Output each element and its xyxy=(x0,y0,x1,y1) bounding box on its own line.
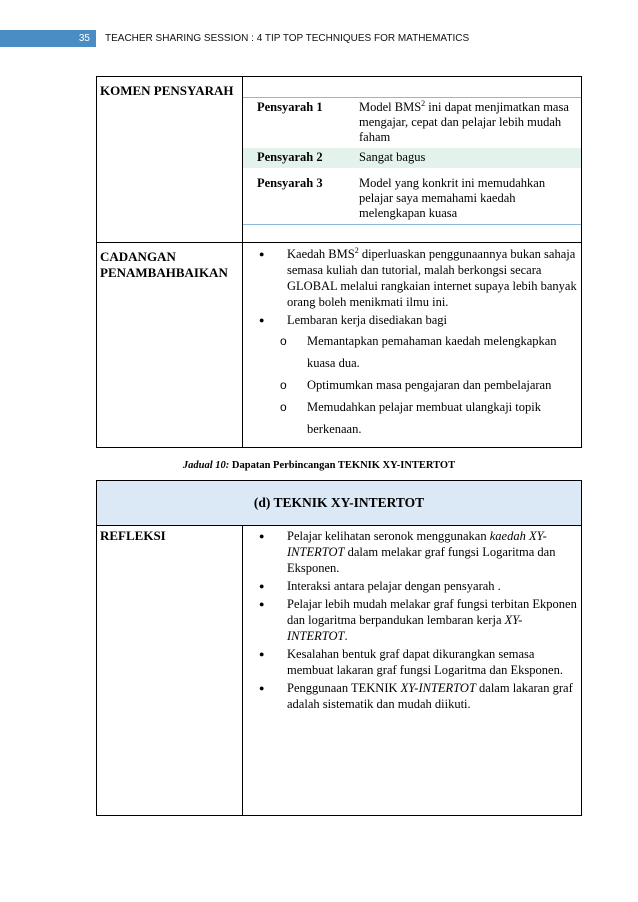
refleksi-bullet-2: ● Interaksi antara pelajar dengan pensyarah . xyxy=(259,579,501,593)
page-header xyxy=(0,30,638,47)
bullet-icon: ● xyxy=(259,683,265,693)
bullet-icon: ● xyxy=(259,531,265,541)
pensyarah-2-label: Pensyarah 2 xyxy=(243,148,359,168)
komen-label: KOMEN PENSYARAH xyxy=(97,77,243,243)
cadangan-label: CADANGAN PENAMBAHBAIKAN xyxy=(97,243,243,448)
komen-table xyxy=(96,76,582,448)
table-heading: (d) TEKNIK XY-INTERTOT xyxy=(97,481,582,526)
komen-row xyxy=(97,77,582,243)
circle-bullet-icon: o xyxy=(280,378,287,392)
komen-inner-table xyxy=(243,97,581,225)
refleksi-bullet-4: ● Kesalahan bentuk graf dapat dikurangkan semasa membuat lakaran graf fungsi Logaritma dan Eksponen. xyxy=(259,647,563,677)
pensyarah-1-comment: Model BMS$^2$ ini dapat menjimatkan masa mengajar, cepat dan pelajar lebih mudah faham xyxy=(359,98,581,149)
refleksi-bullet-1: ● Pelajar kelihatan seronok menggunakan kaedah XY-INTERTOT dalam melakar graf fungsi Logaritma dan Eksponen. xyxy=(259,529,556,575)
cadangan-sublist xyxy=(267,330,581,440)
komen-row-2 xyxy=(243,148,581,168)
cadangan-row xyxy=(97,243,582,448)
refleksi-bullet-5: ● Penggunaan TEKNIK XY-INTERTOT dalam lakaran graf adalah sistematik dan mudah diikuti. xyxy=(259,681,573,711)
heading-row xyxy=(97,481,582,526)
pensyarah-3-label: Pensyarah 3 xyxy=(243,168,359,225)
cadangan-cell xyxy=(243,243,582,448)
pensyarah-2-comment: Sangat bagus xyxy=(359,148,581,168)
bullet-icon: ● xyxy=(259,581,265,591)
komen-cell xyxy=(243,77,582,243)
komen-row-3 xyxy=(243,168,581,225)
pensyarah-3-comment: Model yang konkrit ini memudahkan pelajar saya memahami kaedah melengkapan kuasa xyxy=(359,168,581,225)
refleksi-row xyxy=(97,526,582,816)
cadangan-list xyxy=(243,246,581,440)
bullet-icon: ● xyxy=(259,315,265,325)
refleksi-list xyxy=(243,528,581,712)
xy-intertot-table xyxy=(96,480,582,816)
circle-bullet-icon: o xyxy=(280,334,287,348)
bullet-icon: ● xyxy=(259,599,265,609)
bullet-icon: ● xyxy=(259,249,265,259)
table-caption: Jadual 10: Dapatan Perbincangan TEKNIK XY-INTERTOT xyxy=(182,460,456,471)
cadangan-bullet-1: ● Kaedah BMS$^2$ diperluaskan penggunaannya bukan sahaja semasa kuliah dan tutorial, malah berkongsi secara GLOBAL melalui rangkaian internet supaya lebih banyak orang boleh menikmati ilmu ini. xyxy=(259,246,577,309)
header-title: TEACHER SHARING SESSION : 4 TIP TOP TECHNIQUES FOR MATHEMATICS xyxy=(105,33,470,44)
page-number: 35 xyxy=(0,30,96,47)
bullet-icon: ● xyxy=(259,649,265,659)
refleksi-cell xyxy=(243,526,582,816)
sub-item-3: o Memudahkan pelajar membuat ulangkaji topik berkenaan. xyxy=(267,396,581,440)
sub-item-1: o Memantapkan pemahaman kaedah melengkapkan kuasa dua. xyxy=(267,330,581,374)
refleksi-bullet-3: ● Pelajar lebih mudah melakar graf fungsi terbitan Ekponen dan logaritma berpandukan lembaran kerja XY-INTERTOT. xyxy=(259,597,577,643)
circle-bullet-icon: o xyxy=(280,400,287,414)
cadangan-bullet-2: ● Lembaran kerja disediakan bagi o Memantapkan pemahaman kaedah melengkapkan kuasa dua. o Optimumkan masa pengajaran dan pembelajaran o Memudahkan pelajar membuat ulangkaji topik berkenaan. xyxy=(243,312,581,440)
refleksi-label: REFLEKSI xyxy=(97,526,243,816)
komen-row-1 xyxy=(243,98,581,149)
pensyarah-1-label: Pensyarah 1 xyxy=(243,98,359,149)
sub-item-2: o Optimumkan masa pengajaran dan pembelajaran xyxy=(267,374,581,396)
